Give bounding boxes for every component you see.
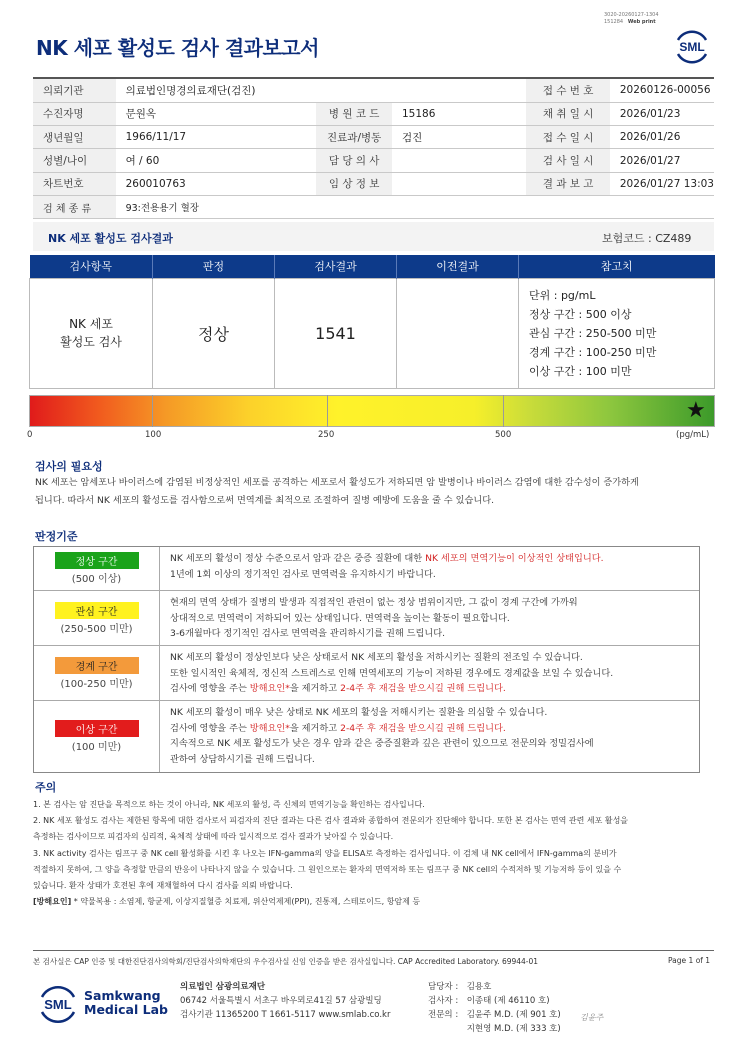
- page-title: NK 세포 활성도 검사 결과보고서: [36, 36, 319, 60]
- scale-label: 500: [495, 430, 512, 440]
- footer-divider: [33, 950, 714, 951]
- border-chip: 경계 구간: [55, 657, 139, 674]
- brand-name: [84, 989, 168, 1017]
- criteria-label-cell: [34, 646, 160, 700]
- result-table: [29, 255, 715, 389]
- info-value: 1966/11/17: [116, 126, 317, 149]
- result-value: 1541: [275, 278, 397, 388]
- info-label: 병 원 코 드: [316, 102, 392, 125]
- desc-text: 을 제거하고: [289, 683, 341, 694]
- info-value: 20260126-00056: [610, 79, 714, 102]
- desc-text: 3-6개월마다 정기적인 검사로 면역력을 관리하시기를 권해 드립니다.: [170, 628, 446, 639]
- note-line: 1. 본 검사는 암 진단을 목적으로 하는 것이 아니라, NK 세포의 활성, 즉 신체의 면역기능을 확인하는 검사입니다.: [33, 800, 425, 809]
- reference-line: 관심 구간 : 250-500 미만: [529, 326, 657, 340]
- notes: [33, 797, 713, 910]
- desc-highlight: 방해요인*: [249, 722, 290, 734]
- interest-range: (250-500 미만): [60, 623, 133, 635]
- criteria-desc: [160, 646, 699, 700]
- test-item-line: 활성도 검사: [60, 335, 122, 349]
- org-info: [180, 980, 390, 1022]
- note-line: 3. NK activity 검사는 림프구 중 NK cell 활성화를 시킨 후 나오는 IFN-gamma의 양을 ELISA로 측정하는 검사입니다. 이 검체 내 NK cell에서 IFN-gamma의 분비가: [33, 848, 617, 858]
- necessity-title: 검사의 필요성: [35, 460, 103, 473]
- criteria-row-normal: [34, 547, 699, 591]
- abnormal-chip: 이상 구간: [55, 720, 139, 737]
- staff-role: 검사자 :: [428, 996, 459, 1006]
- svg-text:SML: SML: [679, 40, 705, 54]
- info-label: 진료과/병동: [316, 126, 392, 149]
- info-value: 여 / 60: [116, 149, 317, 172]
- criteria-table: [33, 546, 700, 773]
- criteria-label-cell: [34, 547, 160, 590]
- desc-text: 검사에 영향을 주는: [170, 683, 250, 694]
- necessity-text: [35, 474, 715, 510]
- specimen-value: 93:전용용기 혈장: [116, 195, 714, 218]
- desc-text: 검사에 영향을 주는: [170, 722, 250, 734]
- scale-tick: [503, 395, 504, 427]
- border-range: (100-250 미만): [60, 678, 133, 690]
- reference-line: 정상 구간 : 500 이상: [529, 307, 632, 321]
- info-row: [33, 149, 714, 172]
- criteria-desc: [160, 701, 699, 772]
- desc-text: NK 세포의 활성이 매우 낮은 상태로 NK 세포의 활성을 저해시키는 질환을 의심할 수 있습니다.: [170, 707, 548, 718]
- info-row: [33, 126, 714, 149]
- desc-text: 상대적으로 면역력이 저하되어 있는 상태입니다. 면역력을 높이는 활동이 필요합니다.: [170, 612, 510, 624]
- reference-range: [519, 278, 715, 388]
- test-item: [30, 278, 153, 388]
- desc-text: 1년에 1회 이상의 정기적인 검사로 면역력을 유지하시기 바랍니다.: [170, 568, 436, 580]
- info-row: [33, 102, 714, 125]
- info-value: 15186: [392, 102, 526, 125]
- info-label: 의뢰기관: [33, 79, 116, 102]
- activity-scale-bar: [29, 395, 715, 427]
- info-value: 2026/01/26: [610, 126, 714, 149]
- staff-role: 담당자 :: [428, 982, 459, 992]
- brand-line: Samkwang: [84, 988, 161, 1003]
- staff-row: [428, 1022, 561, 1036]
- note-line: 있습니다. 환자 상태가 호전된 후에 재채혈하여 다시 검사를 의뢰 바랍니다.: [33, 881, 293, 891]
- desc-text: 지속적으로 NK 세포 활성도가 낮은 경우 암과 같은 중증질환과 깊은 관련이 있으므로 전문의와 정밀검사에: [170, 738, 594, 749]
- info-value: [392, 149, 526, 172]
- test-item-line: NK 세포: [69, 317, 113, 331]
- info-value: [392, 172, 526, 195]
- note-line: 2. NK 세포 활성도 검사는 제한된 항목에 대한 검사로서 피검자의 진단 결과는 다른 검사 결과와 종합하여 전문의가 진단해야 합니다. 또한 본 검사는 면역 관련 세포 활성을: [33, 816, 629, 826]
- info-label: 차트번호: [33, 172, 116, 195]
- staff-row: [428, 980, 561, 994]
- necessity-line: 됩니다. 따라서 NK 세포의 활성도를 검사함으로써 면역계를 최적으로 조절하여 질병 예방에 도움을 줄 수 있습니다.: [35, 495, 495, 506]
- info-label: 담 당 의 사: [316, 149, 392, 172]
- reference-line: 경계 구간 : 100-250 미만: [529, 345, 657, 359]
- desc-text: 현재의 면역 상태가 질병의 발생과 직접적인 관련이 없는 정상 범위이지만, 그 값이 경계 구간에 가까워: [170, 597, 578, 608]
- info-value: 2026/01/27: [610, 149, 714, 172]
- info-row: [33, 79, 714, 102]
- normal-range: (500 이상): [71, 574, 122, 585]
- specimen-label: 검 체 종 류: [33, 195, 116, 218]
- info-label: 접 수 번 호: [526, 79, 609, 102]
- org-name: 의료법인 삼광의료재단: [180, 982, 266, 992]
- staff-name: 이종태 (제 46110 호): [466, 996, 550, 1006]
- info-value: 문원옥: [116, 102, 317, 125]
- insurance-code: 보험코드 : CZ489: [602, 232, 692, 245]
- staff-list: [428, 980, 561, 1036]
- col-header: 이전결과: [397, 255, 519, 278]
- criteria-title: 판정기준: [35, 530, 78, 543]
- star-icon: ★: [686, 398, 706, 423]
- print-id: 3020-20260127-1304 151284 Web print: [604, 12, 659, 25]
- note-line: * 약물복용 : 소염제, 항균제, 이상지질혈증 치료제, 위산억제제(PPI), 진통제, 스테로이드, 항암제 등: [71, 897, 421, 907]
- svg-text:SML: SML: [44, 997, 72, 1012]
- cert-text: 본 검사실은 CAP 인증 및 대한진단검사의학회/진단검사의학재단의 우수검사실 신임 인증을 받은 검사실입니다. CAP Accredited Laboratory. 69944-01: [33, 957, 539, 966]
- info-label: 생년월일: [33, 126, 116, 149]
- normal-chip: 정상 구간: [55, 552, 139, 569]
- info-label: 수진자명: [33, 102, 116, 125]
- brand-line: Medical Lab: [84, 1002, 168, 1017]
- abnormal-range: (100 미만): [71, 742, 122, 753]
- criteria-row-abnormal: [34, 701, 699, 772]
- judgement: 정상: [153, 278, 275, 388]
- note-line: 적절하지 못하여, 그 양을 측정할 만큼의 반응이 나타나지 않을 수 있습니다. 그 원인으로는 환자의 면역저하 또는 림프구 중 NK cell의 수적저하 및 기능저하 등이 있을 수: [33, 864, 622, 874]
- criteria-label-cell: [34, 591, 160, 645]
- info-label: 채 취 일 시: [526, 102, 609, 125]
- org-address: 06742 서울특별시 서초구 바우뫼로41길 57 삼광빌딩: [180, 996, 382, 1006]
- staff-row: [428, 994, 561, 1008]
- staff-row: [428, 1008, 561, 1022]
- sml-logo-bottom: [36, 982, 80, 1026]
- reference-line: 단위 : pg/mL: [529, 288, 596, 302]
- scale-label: 0: [27, 430, 33, 440]
- staff-name: 지현영 M.D. (제 333 호): [466, 1024, 561, 1034]
- desc-text: NK 세포의 활성이 정상인보다 낮은 상태로서 NK 세포의 활성을 저하시키는 질환의 전조일 수 있습니다.: [170, 652, 583, 663]
- info-value: 의료법인명경의료재단(검진): [116, 79, 527, 102]
- desc-highlight: 2-4주 후 재검을 받으시길 권해 드립니다.: [340, 683, 506, 694]
- info-row: [33, 195, 714, 218]
- criteria-row-interest: [34, 591, 699, 646]
- reference-line: 이상 구간 : 100 미만: [529, 364, 632, 378]
- sml-logo: [672, 26, 712, 66]
- info-value: 260010763: [116, 172, 317, 195]
- desc-highlight: 2-4주 후 재검을 받으시길 권해 드립니다.: [340, 722, 506, 734]
- info-label: 성별/나이: [33, 149, 116, 172]
- patient-info-table: [33, 77, 714, 219]
- info-label: 접 수 일 시: [526, 126, 609, 149]
- note-line: 측정하는 검사이므로 피검자의 심리적, 육체적 상태에 따라 일시적으로 검사 결과가 낮아질 수 있습니다.: [33, 832, 394, 842]
- previous-result: [397, 278, 519, 388]
- scale-label: 100: [145, 430, 162, 440]
- desc-text: NK 세포의 활성이 정상 수준으로서 암과 같은 중증 질환에 대한: [170, 553, 426, 564]
- signature: 김윤주: [580, 1013, 604, 1022]
- col-header: 검사결과: [275, 255, 397, 278]
- criteria-row-border: [34, 646, 699, 701]
- info-value: 2026/01/23: [610, 102, 714, 125]
- col-header: 검사항목: [30, 255, 153, 278]
- desc-text: 을 제거하고: [289, 722, 341, 734]
- info-row: [33, 172, 714, 195]
- interest-chip: 관심 구간: [55, 602, 139, 619]
- criteria-desc: [160, 547, 699, 590]
- info-value: 검진: [392, 126, 526, 149]
- staff-role: 전문의 :: [428, 1010, 459, 1020]
- info-label: 검 사 일 시: [526, 149, 609, 172]
- desc-highlight: 방해요인*: [249, 683, 290, 694]
- desc-highlight: NK 세포의 면역기능이 이상적인 상태입니다.: [425, 553, 604, 564]
- scale-tick: [327, 395, 328, 427]
- result-section-title: NK 세포 활성도 검사결과: [48, 232, 173, 245]
- info-value: 2026/01/27 13:03: [610, 172, 714, 195]
- page-number: Page 1 of 1: [668, 956, 711, 965]
- notes-title: 주의: [35, 781, 57, 794]
- scale-label: 250: [318, 430, 335, 440]
- criteria-label-cell: [34, 701, 160, 772]
- note-label: [방해요인]: [33, 897, 72, 907]
- staff-name: 김윤주 M.D. (제 901 호): [466, 1010, 561, 1020]
- desc-text: 또한 일시적인 육체적, 정신적 스트레스로 인해 면역세포의 기능이 저하된 경우에도 경계값을 보일 수 있습니다.: [170, 667, 614, 679]
- desc-text: 관하여 상담하시기를 권해 드립니다.: [170, 753, 315, 765]
- info-label: 결 과 보 고: [526, 172, 609, 195]
- scale-tick: [152, 395, 153, 427]
- org-contact: 검사기관 11365200 T 1661-5117 www.smlab.co.kr: [180, 1010, 391, 1020]
- result-row: [30, 278, 715, 388]
- criteria-desc: [160, 591, 699, 645]
- staff-name: 김용호: [466, 982, 492, 992]
- scale-unit: (pg/mL): [676, 430, 710, 440]
- col-header: 판정: [153, 255, 275, 278]
- necessity-line: NK 세포는 암세포나 바이러스에 감염된 비정상적인 세포를 공격하는 세포로서 활성도가 저하되면 암 발병이나 바이러스 감염에 대한 감수성이 증가하게: [35, 477, 639, 488]
- col-header: 참고치: [519, 255, 715, 278]
- info-label: 임 상 정 보: [316, 172, 392, 195]
